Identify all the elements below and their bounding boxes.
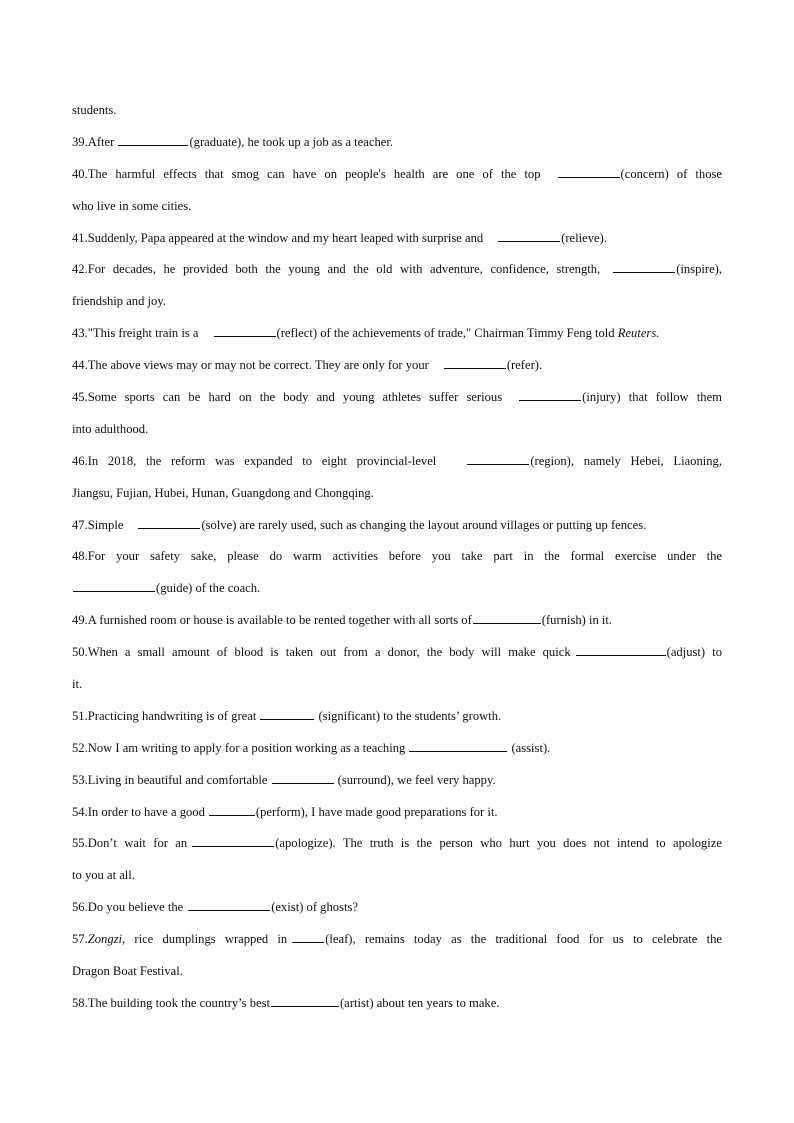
answer-blank[interactable] xyxy=(272,770,334,784)
text-line xyxy=(72,387,722,419)
text-line xyxy=(72,100,722,132)
answer-blank[interactable] xyxy=(409,738,507,752)
answer-blank[interactable] xyxy=(292,929,324,943)
line-text: 39.After xyxy=(72,134,118,149)
answer-blank[interactable] xyxy=(260,706,314,720)
text-line xyxy=(72,706,722,738)
line-text-after-blank: (artist) about ten years to make. xyxy=(339,995,500,1010)
line-text: to you at all. xyxy=(72,868,135,883)
line-text: 47.Simple xyxy=(72,517,124,532)
line-text-after-blank: (concern) of those xyxy=(620,166,722,181)
answer-blank[interactable] xyxy=(576,642,666,656)
line-number: 57. xyxy=(72,932,88,947)
text-line xyxy=(72,259,722,291)
text-line xyxy=(72,993,722,1025)
text-line xyxy=(72,642,722,674)
line-text-after-blank: (exist) of ghosts? xyxy=(271,900,358,915)
line-text-after-blank: (adjust) to xyxy=(666,645,722,660)
text-line xyxy=(72,674,722,706)
text-line xyxy=(72,419,722,451)
line-text: friendship and joy. xyxy=(72,294,166,309)
line-text-after-blank: (surround), we feel very happy. xyxy=(334,772,496,787)
line-text: it. xyxy=(72,677,83,692)
line-text: 43."This freight train is a xyxy=(72,326,199,341)
text-line xyxy=(72,483,722,515)
italic-term: Zongzi xyxy=(87,932,123,947)
text-line xyxy=(72,802,722,834)
line-text: 52.Now I am writing to apply for a position working as a teaching xyxy=(72,740,406,755)
text-line xyxy=(72,546,722,578)
answer-blank[interactable] xyxy=(209,802,255,816)
line-text-after-blank: (apologize). The truth is the person who hurt you does not intend to apologize xyxy=(275,836,722,851)
line-text-after-blank: (inspire), xyxy=(676,262,722,277)
text-line xyxy=(72,961,722,993)
line-text: 54.In order to have a good xyxy=(72,804,205,819)
line-text: 55.Don’t wait for an xyxy=(72,836,188,851)
answer-blank[interactable] xyxy=(473,610,541,624)
line-text: 46.In 2018, the reform was expanded to eight provincial-level xyxy=(72,453,437,468)
answer-blank[interactable] xyxy=(73,578,155,592)
answer-blank[interactable] xyxy=(519,387,581,401)
line-text: , rice dumplings wrapped in xyxy=(122,932,288,947)
text-line xyxy=(72,196,722,228)
answer-blank[interactable] xyxy=(118,132,188,146)
text-line xyxy=(72,164,722,196)
line-text: 56.Do you believe the xyxy=(72,900,184,915)
line-text: 41.Suddenly, Papa appeared at the window and my heart leaped with surprise and xyxy=(72,230,484,245)
text-line xyxy=(72,291,722,323)
line-text-after-blank: (perform), I have made good preparations for it. xyxy=(255,804,498,819)
line-text-after-blank: (refer). xyxy=(506,358,543,373)
text-line xyxy=(72,515,722,547)
line-text-after-blank: (relieve). xyxy=(561,230,607,245)
line-text-after-blank: (solve) are rarely used, such as changing the layout around villages or putting up fences. xyxy=(201,517,647,532)
italic-term: Reuters. xyxy=(617,326,660,341)
line-text-after-blank: (significant) to the students’ growth. xyxy=(315,708,502,723)
line-text: 45.Some sports can be hard on the body and young athletes suffer serious xyxy=(72,390,503,405)
text-line xyxy=(72,323,722,355)
line-text-after-blank: (leaf), remains today as the traditional food for us to celebrate the xyxy=(325,932,722,947)
answer-blank[interactable] xyxy=(214,323,276,337)
line-text: Jiangsu, Fujian, Hubei, Hunan, Guangdong and Chongqing. xyxy=(72,485,374,500)
line-text: 48.For your safety sake, please do warm activities before you take part in the formal exercise under the xyxy=(72,549,722,564)
line-text: 42.For decades, he provided both the young and the old with adventure, confidence, strength, xyxy=(72,262,601,277)
line-text-after-blank: (region), namely Hebei, Liaoning, xyxy=(530,453,722,468)
line-text: 50.When a small amount of blood is taken out from a donor, the body will make quick xyxy=(72,645,571,660)
answer-blank[interactable] xyxy=(192,833,274,847)
answer-blank[interactable] xyxy=(613,259,675,273)
line-text-after-blank: (injury) that follow them xyxy=(582,390,722,405)
line-text: 49.A furnished room or house is available to be rented together with all sorts of xyxy=(72,613,472,628)
text-line xyxy=(72,132,722,164)
answer-blank[interactable] xyxy=(444,355,506,369)
line-text: into adulthood. xyxy=(72,421,149,436)
text-line xyxy=(72,929,722,961)
text-line xyxy=(72,610,722,642)
text-line xyxy=(72,578,722,610)
line-text-after-blank: (guide) of the coach. xyxy=(156,581,261,596)
text-line xyxy=(72,897,722,929)
text-line xyxy=(72,770,722,802)
line-text: Dragon Boat Festival. xyxy=(72,964,183,979)
answer-blank[interactable] xyxy=(188,897,270,911)
line-text-after-blank: (furnish) in it. xyxy=(541,613,613,628)
exercise-list xyxy=(72,100,722,1025)
text-line xyxy=(72,865,722,897)
text-line xyxy=(72,228,722,260)
line-text-after-blank: (graduate), he took up a job as a teacher. xyxy=(189,134,393,149)
line-text: 53.Living in beautiful and comfortable xyxy=(72,772,268,787)
line-text-after-blank: (assist). xyxy=(508,740,551,755)
line-text: 44.The above views may or may not be correct. They are only for your xyxy=(72,358,429,373)
line-text: 58.The building took the country’s best xyxy=(72,995,270,1010)
line-text: students. xyxy=(72,103,117,117)
line-text: 40.The harmful effects that smog can have on people's health are one of the top xyxy=(72,166,541,181)
line-text: 51.Practicing handwriting is of great xyxy=(72,708,257,723)
answer-blank[interactable] xyxy=(498,228,560,242)
answer-blank[interactable] xyxy=(467,451,529,465)
text-line xyxy=(72,738,722,770)
text-line xyxy=(72,451,722,483)
answer-blank[interactable] xyxy=(138,515,200,529)
line-text: who live in some cities. xyxy=(72,198,192,213)
line-text-after-blank: (reflect) of the achievements of trade," Chairman Timmy Feng told xyxy=(276,326,618,341)
text-line xyxy=(72,833,722,865)
answer-blank[interactable] xyxy=(558,164,620,178)
text-line xyxy=(72,355,722,387)
answer-blank[interactable] xyxy=(271,993,339,1007)
